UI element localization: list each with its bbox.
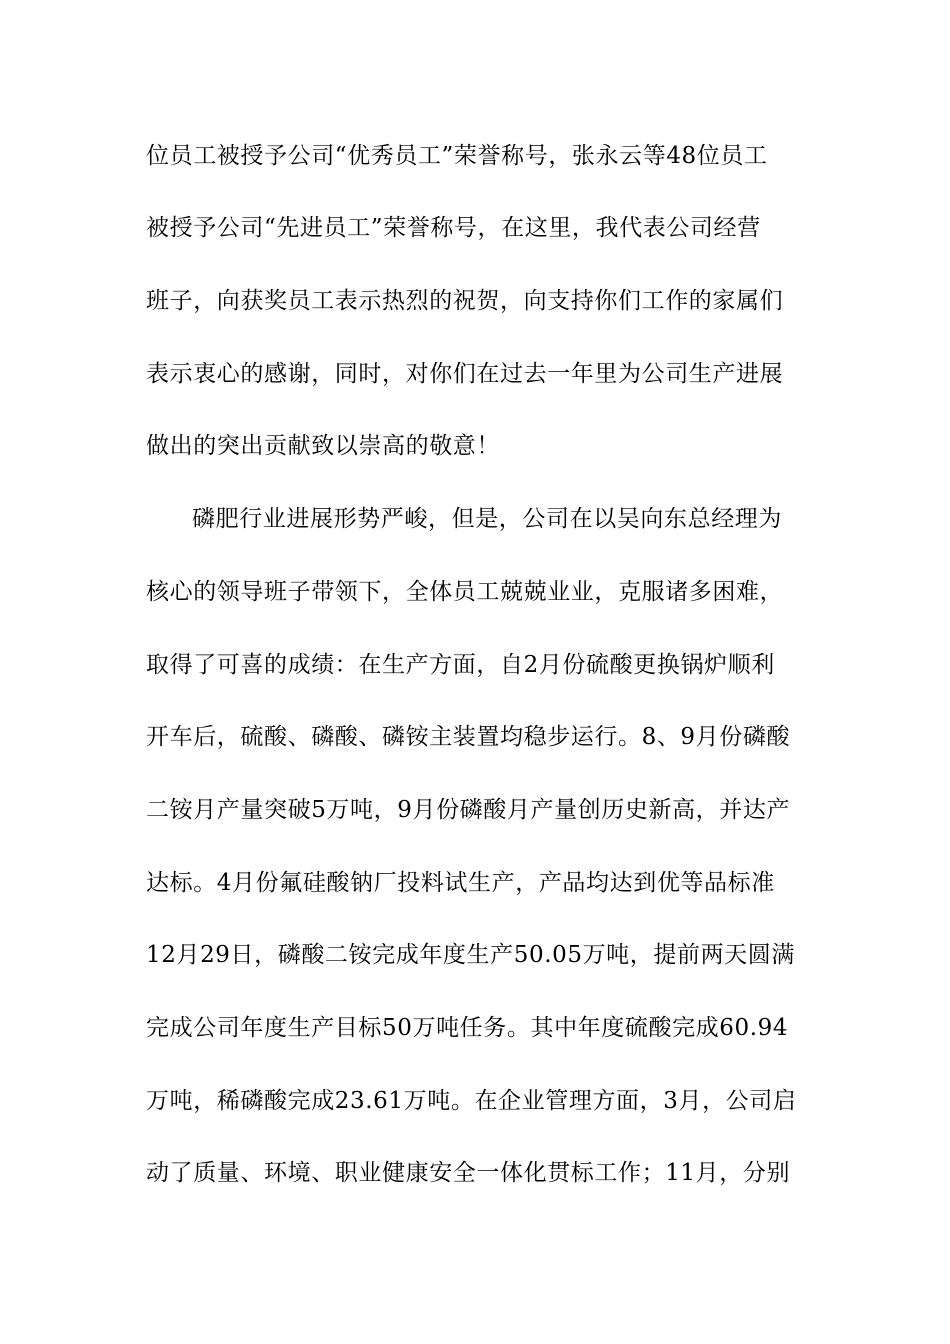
text-line: 12月29日，磷酸二铵完成年度生产50.05万吨，提前两天圆满 [146, 942, 795, 968]
text-line: 被授予公司“先进员工”荣誉称号，在这里，我代表公司经营 [146, 215, 761, 241]
text-line: 二铵月产量突破5万吨，9月份磷酸月产量创历史新高，并达产 [146, 797, 791, 823]
text-line: 开车后，硫酸、磷酸、磷铵主装置均稳步运行。8、9月份磷酸 [146, 724, 791, 750]
text-line: 万吨，稀磷酸完成23.61万吨。在企业管理方面，3月，公司启 [146, 1088, 797, 1114]
text-line: 做出的突出贡献致以崇高的敬意！ [146, 433, 500, 459]
text-line: 取得了可喜的成绩：在生产方面，自2月份硫酸更换锅炉顺利 [146, 652, 775, 678]
text-line: 核心的领导班子带领下，全体员工兢兢业业，克服诸多困难， [146, 579, 784, 605]
text-line: 完成公司年度生产目标50万吨任务。其中年度硫酸完成60.94 [146, 1015, 789, 1041]
text-line: 班子，向获奖员工表示热烈的祝贺，向支持你们工作的家属们 [146, 288, 784, 314]
text-line: 达标。4月份氟硅酸钠厂投料试生产，产品均达到优等品标准 [146, 870, 775, 896]
text-line: 表示衷心的感谢，同时，对你们在过去一年里为公司生产进展 [146, 361, 784, 387]
text-line: 位员工被授予公司“优秀员工”荣誉称号，张永云等48位员工 [146, 143, 768, 169]
text-line: 动了质量、环境、职业健康安全一体化贯标工作；11月，分别 [146, 1160, 791, 1186]
paragraph-first-line: 磷肥行业进展形势严峻，但是，公司在以吴向东总经理为 [192, 506, 782, 532]
